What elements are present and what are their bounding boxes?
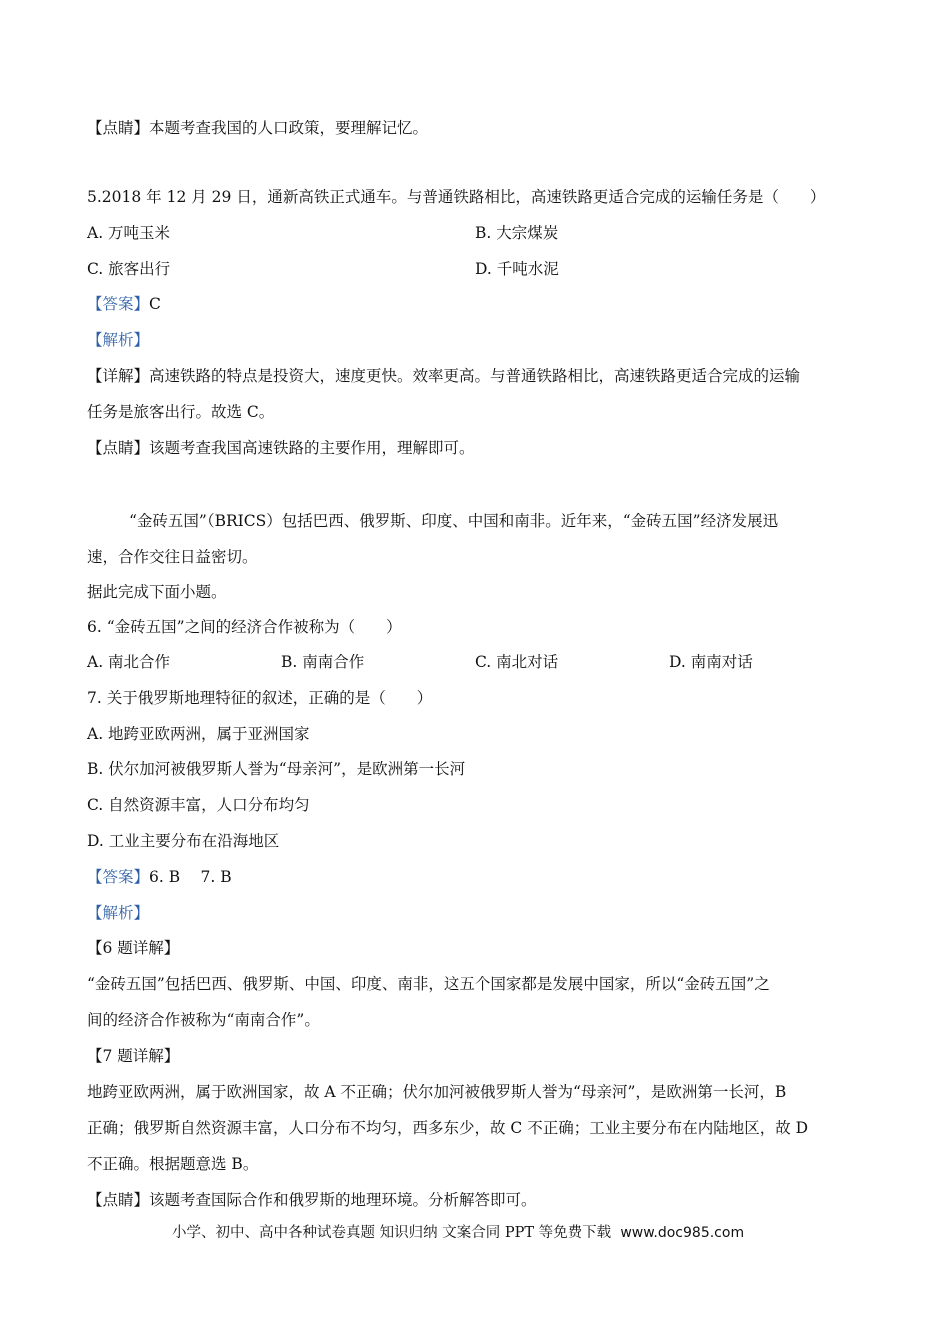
q5-detail-line2: 任务是旅客出行。故选 C。 [87, 403, 275, 421]
comment-prev: 【点睛】本题考查我国的人口政策，要理解记忆。 [87, 119, 429, 137]
q6-detail-line1: “金砖五国”包括巴西、俄罗斯、中国、印度、南非，这五个国家都是发展中国家，所以“金砖五国”之 [87, 975, 770, 993]
answer-value: 6. B 7. B [149, 868, 232, 886]
q7-detail-line2: 正确；俄罗斯自然资源丰富，人口分布不均匀，西多东少，故 C 不正确；工业主要分布在内陆地区，故 D [87, 1119, 809, 1137]
q7-option-c: C. 自然资源丰富，人口分布均匀 [87, 796, 310, 814]
footer-text: 小学、初中、高中各种试卷真题 知识归纳 文案合同 PPT 等免费下载 [172, 1225, 612, 1241]
q5-option-b: B. 大宗煤炭 [475, 224, 559, 242]
answer-value: C [149, 295, 161, 313]
q67-answer [87, 867, 232, 887]
q5-option-c: C. 旅客出行 [87, 260, 171, 278]
q5-answer [87, 294, 161, 314]
q6-option-c: C. 南北对话 [475, 653, 559, 671]
passage-line1: “金砖五国”（BRICS）包括巴西、俄罗斯、印度、中国和南非。近年来，“金砖五国”经济发展迅 [129, 512, 779, 530]
q6-stem: 6. “金砖五国”之间的经济合作被称为（ ） [87, 618, 402, 636]
q7-option-b: B. 伏尔加河被俄罗斯人誉为“母亲河”，是欧洲第一长河 [87, 760, 466, 778]
q6-option-d: D. 南南对话 [669, 653, 753, 671]
answer-label: 【答案】 [87, 295, 150, 313]
q7-detail-label: 【7 题详解】 [87, 1047, 180, 1065]
footer-link[interactable]: www.doc985.com [620, 1225, 745, 1241]
q5-detail-line1: 【详解】高速铁路的特点是投资大，速度更快。效率更高。与普通铁路相比，高速铁路更适合完成的运输 [87, 367, 801, 385]
q5-option-a: A. 万吨玉米 [87, 224, 171, 242]
answer-label: 【答案】 [87, 868, 150, 886]
q7-stem: 7. 关于俄罗斯地理特征的叙述，正确的是（ ） [87, 689, 433, 707]
q7-detail-line1: 地跨亚欧两洲，属于欧洲国家，故 A 不正确；伏尔加河被俄罗斯人誉为“母亲河”，是欧洲第一长河，B [87, 1083, 787, 1101]
passage-instruction: 据此完成下面小题。 [87, 583, 227, 601]
passage-line2: 速，合作交往日益密切。 [87, 548, 258, 566]
q7-detail-line3: 不正确。根据题意选 B。 [87, 1155, 259, 1173]
q6-detail-line2: 间的经济合作被称为“南南合作”。 [87, 1011, 320, 1029]
q67-analysis-label: 【解析】 [87, 904, 150, 922]
q5-option-d: D. 千吨水泥 [475, 260, 559, 278]
q6-option-a: A. 南北合作 [87, 653, 171, 671]
q6-detail-label: 【6 题详解】 [87, 939, 180, 957]
q7-option-d: D. 工业主要分布在沿海地区 [87, 832, 280, 850]
q7-option-a: A. 地跨亚欧两洲，属于亚洲国家 [87, 725, 310, 743]
q5-stem: 5.2018 年 12 月 29 日，通新高铁正式通车。与普通铁路相比，高速铁路更适合完成的运输任务是（ ） [87, 188, 826, 206]
q67-comment: 【点睛】该题考查国际合作和俄罗斯的地理环境。分析解答即可。 [87, 1191, 537, 1209]
q6-option-b: B. 南南合作 [281, 653, 365, 671]
page-footer [172, 1221, 744, 1242]
q5-comment: 【点睛】该题考查我国高速铁路的主要作用，理解即可。 [87, 439, 475, 457]
q5-analysis-label: 【解析】 [87, 331, 150, 349]
